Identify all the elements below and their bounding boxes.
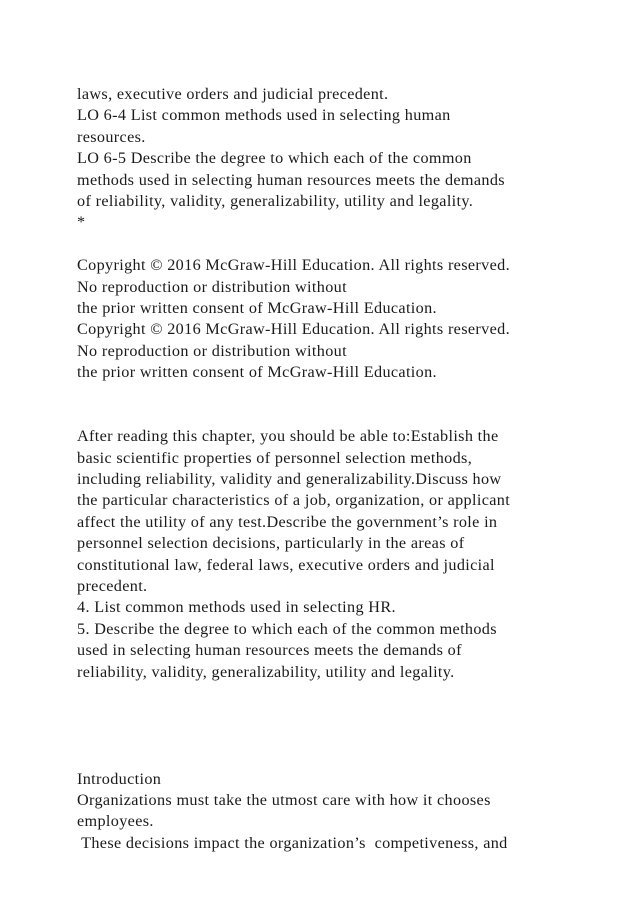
text-line: * <box>77 213 86 232</box>
text-line: 4. List common methods used in selecting HR. <box>77 598 396 617</box>
text-line: constitutional law, federal laws, executive orders and judicial <box>77 555 495 574</box>
text-line: Copyright © 2016 McGraw-Hill Education. All rights reserved. <box>77 256 510 275</box>
blank-line <box>77 747 597 768</box>
text-line: 5. Describe the degree to which each of the common methods <box>77 619 497 638</box>
text-line: used in selecting human resources meets the demands of <box>77 641 462 660</box>
text-line: After reading this chapter, you should be able to:Establish the <box>77 427 499 446</box>
text-line: laws, executive orders and judicial precedent. <box>77 85 389 103</box>
text-line: No reproduction or distribution without <box>77 277 347 296</box>
text-line: No reproduction or distribution without <box>77 341 347 360</box>
text-line: resources. <box>77 127 146 146</box>
text-line: Copyright © 2016 McGraw-Hill Education. All rights reserved. <box>77 320 510 339</box>
text-line: personnel selection decisions, particularly in the areas of <box>77 534 465 553</box>
blank-line <box>77 234 597 255</box>
blank-line <box>77 683 597 704</box>
text-line: employees. <box>77 812 154 831</box>
text-line: Organizations must take the utmost care with how it chooses <box>77 790 491 809</box>
text-line: Introduction <box>77 769 162 788</box>
blank-line <box>77 405 597 426</box>
text-line: the prior written consent of McGraw-Hill Education. <box>77 363 437 382</box>
text-line: the particular characteristics of a job, organization, or applicant <box>77 491 511 510</box>
blank-line <box>77 704 597 725</box>
text-line: including reliability, validity and generalizability.Discuss how <box>77 470 502 489</box>
text-line: of reliability, validity, generalizability, utility and legality. <box>77 191 474 210</box>
blank-line <box>77 726 597 747</box>
document-text <box>77 84 597 854</box>
text-line: the prior written consent of McGraw-Hill Education. <box>77 298 437 317</box>
text-line: methods used in selecting human resources meets the demands <box>77 170 505 189</box>
text-line: LO 6-4 List common methods used in selecting human <box>77 106 451 125</box>
text-line: basic scientific properties of personnel selection methods, <box>77 448 473 467</box>
text-line: These decisions impact the organization’s competiveness, and <box>77 833 508 852</box>
blank-line <box>77 383 597 404</box>
text-line: reliability, validity, generalizability, utility and legality. <box>77 662 455 681</box>
text-line: precedent. <box>77 576 148 595</box>
text-line: LO 6-5 Describe the degree to which each of the common <box>77 149 472 168</box>
text-line: affect the utility of any test.Describe the government’s role in <box>77 512 498 531</box>
